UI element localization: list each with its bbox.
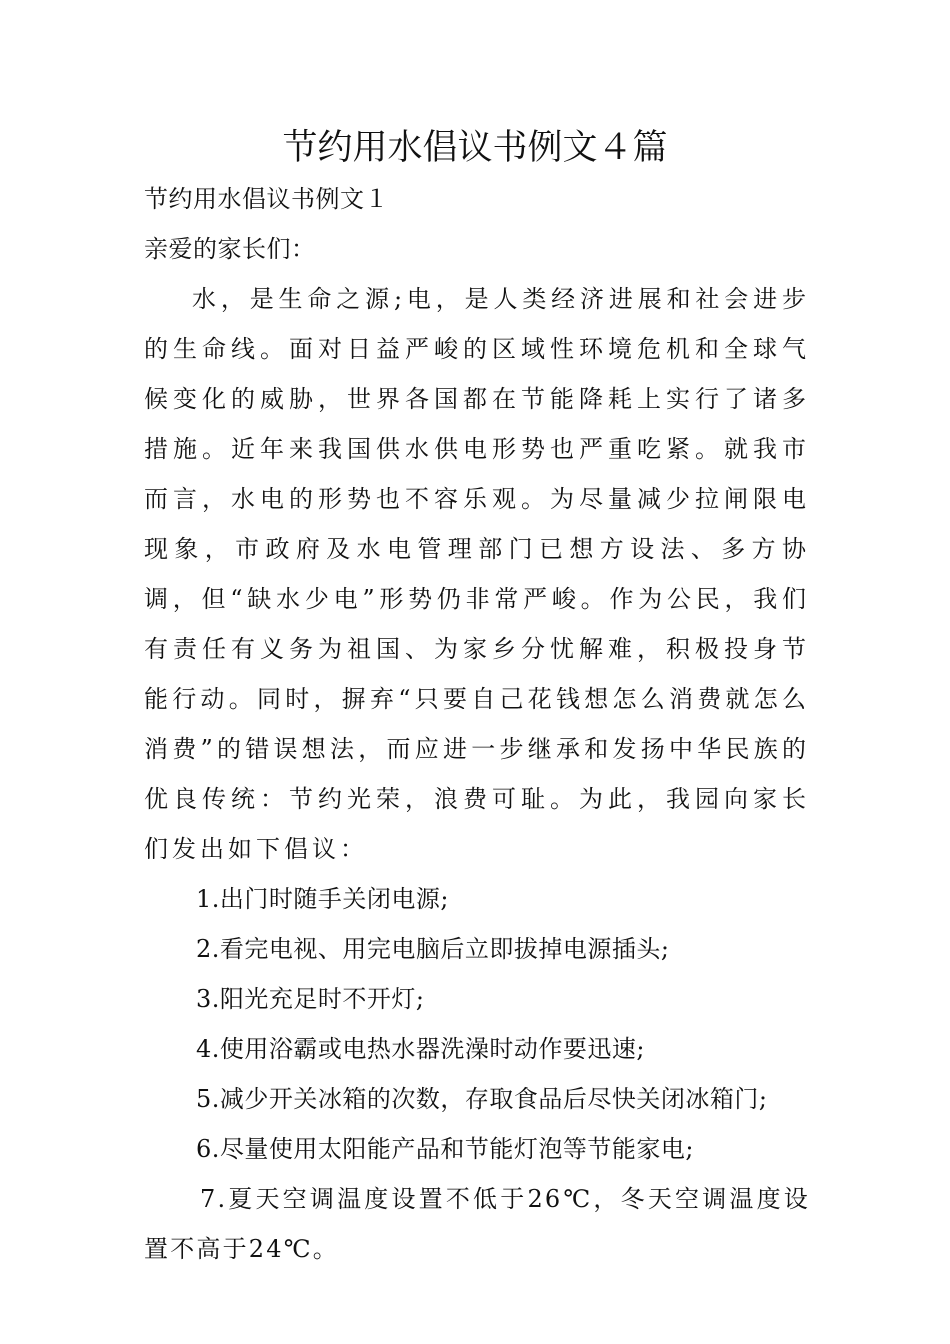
document-title: 节约用水倡议书例文４篇 (282, 128, 668, 168)
list-item: 6.尽量使用太阳能产品和节能灯泡等节能家电; (196, 1135, 694, 1163)
list-item: 2.看完电视、用完电脑后立即拔掉电源插头; (196, 935, 670, 963)
body-paragraph: 水，是生命之源;电，是人类经济进展和社会进步的生命线。面对日益严峻的区域性环境危机和全球气候变化的威胁，世界各国都在节能降耗上实行了诸多措施。近年来我国供水供电形势也严重吃紧。就我市而言，水电的形势也不容乐观。为尽量减少拉闸限电现象，市政府及水电管理部门已想方设法、多方协调，但“缺水少电”形势仍非常严峻。作为公民，我们有责任有义务为祖国、为家乡分忧解难，积极投身节能行动。同时，摒弃“只要自己花钱想怎么消费就怎么消费”的错误想法，而应进一步继承和发扬中华民族的优良传统：节约光荣，浪费可耻。为此，我园向家长们发出如下倡议： (144, 285, 810, 863)
document-body (144, 174, 810, 1274)
list-item: 4.使用浴霸或电热水器洗澡时动作要迅速; (196, 1035, 645, 1063)
section-heading: 节约用水倡议书例文１ (144, 185, 389, 213)
list-item: 5.减少开关冰箱的次数，存取食品后尽快关闭冰箱门; (196, 1085, 768, 1113)
list-item: 1.出门时随手关闭电源; (196, 885, 449, 913)
list-item: 7.夏天空调温度设置不低于26℃，冬天空调温度设置不高于24℃。 (144, 1185, 810, 1263)
list-item: 3.阳光充足时不开灯; (196, 985, 425, 1013)
greeting-line: 亲爱的家长们： (144, 235, 316, 263)
